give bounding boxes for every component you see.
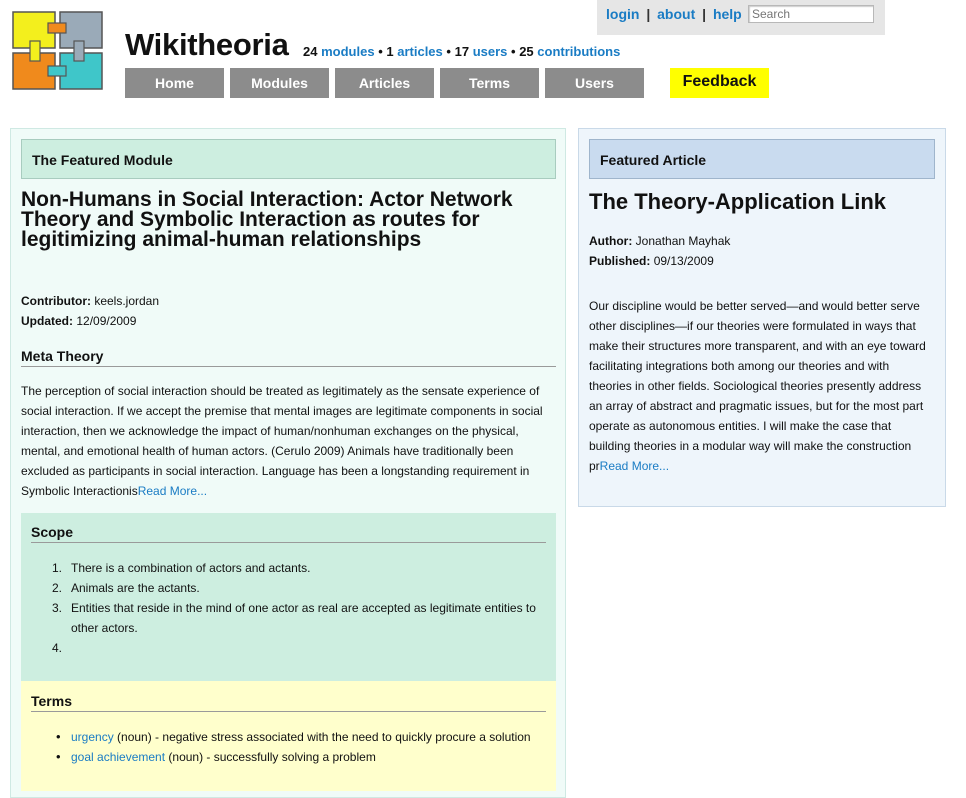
utility-bar: [597, 0, 885, 35]
list-number: 4.: [52, 641, 63, 655]
list-item: [54, 727, 534, 747]
list-item: [50, 578, 540, 598]
site-title[interactable]: Wikitheoria: [125, 27, 289, 62]
separator: |: [646, 6, 651, 22]
scope-item-text: There is a combination of actors and actants.: [71, 561, 311, 575]
nav-users[interactable]: Users: [545, 68, 644, 98]
term-link-urgency[interactable]: urgency: [71, 730, 114, 744]
stat-users-link[interactable]: users: [472, 44, 508, 59]
meta-theory-body: The perception of social interaction should be treated as legitimately as the sensate experience of social interaction. If we accept the premise that mental images are legitimate components in social interaction, then we acknowledge the impact of human/nonhuman exchanges on the physical, mental, and emotional health of human actors. (Cerulo 2009) Animals have traditionally been excluded as participants in social interaction. Language has been a longstanding requirement in Symbolic Interactionis: [21, 384, 543, 498]
term-definition: (noun) - successfully solving a problem: [165, 750, 376, 764]
nav-articles[interactable]: Articles: [335, 68, 434, 98]
nav-terms[interactable]: Terms: [440, 68, 539, 98]
bullet-icon: •: [56, 749, 61, 764]
stat-separator: •: [378, 44, 383, 59]
terms-list: [54, 727, 534, 767]
help-link[interactable]: help: [712, 6, 742, 22]
bullet-icon: •: [56, 729, 61, 744]
list-item: [50, 558, 540, 578]
site-stats: [303, 44, 620, 59]
term-definition: (noun) - negative stress associated with the need to quickly procure a solution: [113, 730, 531, 744]
separator: |: [702, 6, 707, 22]
list-item: [50, 638, 540, 658]
published-line: [589, 251, 714, 271]
nav-modules[interactable]: Modules: [230, 68, 329, 98]
author-line: [589, 231, 730, 251]
scope-item-text: Animals are the actants.: [71, 581, 200, 595]
featured-article-header: Featured Article: [589, 139, 935, 179]
meta-theory-text: [21, 381, 553, 501]
nav-home[interactable]: Home: [125, 68, 224, 98]
featured-module-title[interactable]: Non-Humans in Social Interaction: Actor Network Theory and Symbolic Interaction as routes for legitimizing animal-human relationships: [21, 188, 513, 251]
contributor-label: Contributor:: [21, 294, 91, 308]
terms-heading: Terms: [31, 693, 546, 712]
updated-line: [21, 311, 136, 331]
published-label: Published:: [589, 254, 651, 268]
featured-article-text: [589, 296, 935, 476]
featured-module-header: The Featured Module: [21, 139, 556, 179]
list-number: 3.: [52, 601, 63, 615]
stat-separator: •: [446, 44, 451, 59]
stat-count: 1: [386, 44, 394, 59]
published-value: 09/13/2009: [653, 254, 714, 268]
list-number: 1.: [52, 561, 63, 575]
contributor-line: [21, 291, 159, 311]
article-body: Our discipline would be better served—and would better serve other disciplines—if our theories were formulated in ways that make their structures more transparent, and with an eye toward facilitating integrations both among our theories and with theories in other fields. Sociological theories presently address an array of abstract and pragmatic issues, but for the most part operate as autonomous entities. I will make the case that building theories in a modular way will make the construction pr: [589, 299, 926, 473]
updated-label: Updated:: [21, 314, 73, 328]
term-link-goal-achievement[interactable]: goal achievement: [71, 750, 166, 764]
contributor-value: keels.jordan: [94, 294, 160, 308]
author-label: Author:: [589, 234, 633, 248]
list-item: [50, 598, 540, 638]
stat-separator: •: [511, 44, 516, 59]
updated-value: 12/09/2009: [76, 314, 137, 328]
feedback-button[interactable]: Feedback: [670, 68, 769, 98]
scope-list: [50, 558, 540, 658]
stat-count: 17: [454, 44, 470, 59]
module-read-more-link[interactable]: Read More...: [137, 484, 208, 498]
stat-contributions-link[interactable]: contributions: [537, 44, 621, 59]
list-number: 2.: [52, 581, 63, 595]
featured-article-title[interactable]: The Theory-Application Link: [589, 189, 887, 214]
utility-links: [606, 6, 756, 22]
wikitheoria-logo[interactable]: [12, 11, 104, 91]
scope-item-text: Entities that reside in the mind of one actor as real are accepted as legitimate entities to other actors.: [71, 601, 536, 635]
article-read-more-link[interactable]: Read More...: [599, 459, 670, 473]
author-value: Jonathan Mayhak: [635, 234, 731, 248]
scope-heading: Scope: [31, 524, 546, 543]
about-link[interactable]: about: [657, 6, 696, 22]
stat-count: 25: [519, 44, 534, 59]
stat-modules-link[interactable]: modules: [321, 44, 375, 59]
stat-count: 24: [303, 44, 318, 59]
login-link[interactable]: login: [606, 6, 640, 22]
meta-theory-heading: Meta Theory: [21, 348, 556, 367]
list-item: [54, 747, 534, 767]
stat-articles-link[interactable]: articles: [397, 44, 443, 59]
search-input[interactable]: [748, 5, 874, 23]
